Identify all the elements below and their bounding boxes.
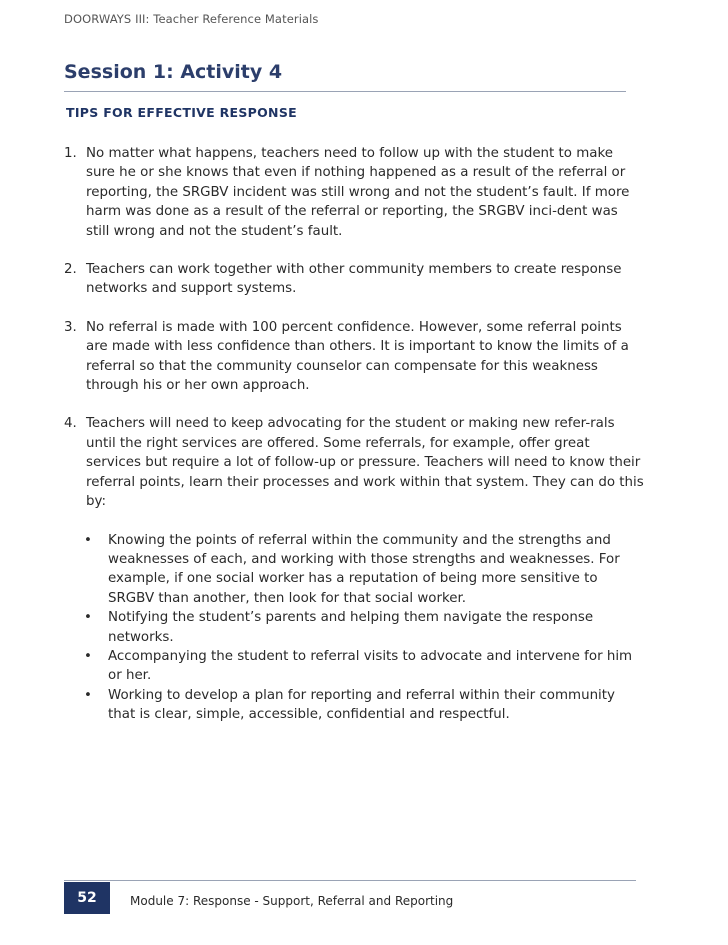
tip-text: No matter what happens, teachers need to follow up with the student to make sure he or she knows that even if nothing happened as a result of the referral or reporting, the SRGBV incident was still wrong and not the student’s fault. If more harm was done as a result of the referral or reporting, the SRGBV inci-dent was still wrong and not the student’s fault. <box>86 146 630 239</box>
footer-divider <box>64 880 636 881</box>
tip-item-4 <box>64 414 644 511</box>
tip-item-2 <box>64 260 644 299</box>
tip-text: No referral is made with 100 percent confidence. However, some referral points are made with less confidence than others. It is important to know the limits of a referral so that the community counselor can compensate for this weakness through his or her own approach. <box>86 319 629 394</box>
section-heading: TIPS FOR EFFECTIVE RESPONSE <box>66 105 297 120</box>
tip-text: Teachers can work together with other community members to create response networks and support systems. <box>86 262 622 297</box>
bullet-text: Notifying the student’s parents and helping them navigate the response networks. <box>108 610 594 645</box>
bullet-icon: • <box>84 610 92 626</box>
bullet-list <box>64 531 644 725</box>
footer-module-title: Module 7: Response - Support, Referral and Reporting <box>130 894 454 908</box>
title-divider <box>64 91 626 92</box>
tip-text: Teachers will need to keep advocating for the student or making new refer-rals until the right services are offered. Some referrals, for example, offer great services but require a lot of follow-up or pressure. Teachers will need to know their referral points, learn their processes and work within that system. They can do this by: <box>86 416 644 510</box>
running-header: DOORWAYS III: Teacher Reference Materials <box>64 12 319 26</box>
tip-number: 3. <box>64 319 77 335</box>
tip-item-3 <box>64 318 644 396</box>
bullet-icon: • <box>84 532 92 548</box>
bullet-item <box>64 531 644 609</box>
bullet-text: Knowing the points of referral within the community and the strengths and weaknesses of each, and working with those strengths and weaknesses. For example, if one social worker has a reputation of being more sensitive to SRGBV than another, then look for that social worker. <box>108 532 620 606</box>
tip-number: 2. <box>64 262 77 278</box>
session-title: Session 1: Activity 4 <box>64 61 283 83</box>
tip-item-1 <box>64 144 644 241</box>
bullet-icon: • <box>84 648 92 664</box>
bullet-text: Accompanying the student to referral visits to advocate and intervene for him or her. <box>108 648 633 684</box>
bullet-item <box>64 686 644 725</box>
bullet-item <box>64 608 644 647</box>
tips-content <box>64 144 644 725</box>
tip-number: 4. <box>64 416 77 432</box>
tip-number: 1. <box>64 146 77 161</box>
bullet-item <box>64 647 644 686</box>
bullet-text: Working to develop a plan for reporting and referral within their community that is clear, simple, accessible, confidential and respectful. <box>108 687 615 723</box>
page-number-badge: 52 <box>64 882 110 914</box>
bullet-icon: • <box>84 687 92 703</box>
